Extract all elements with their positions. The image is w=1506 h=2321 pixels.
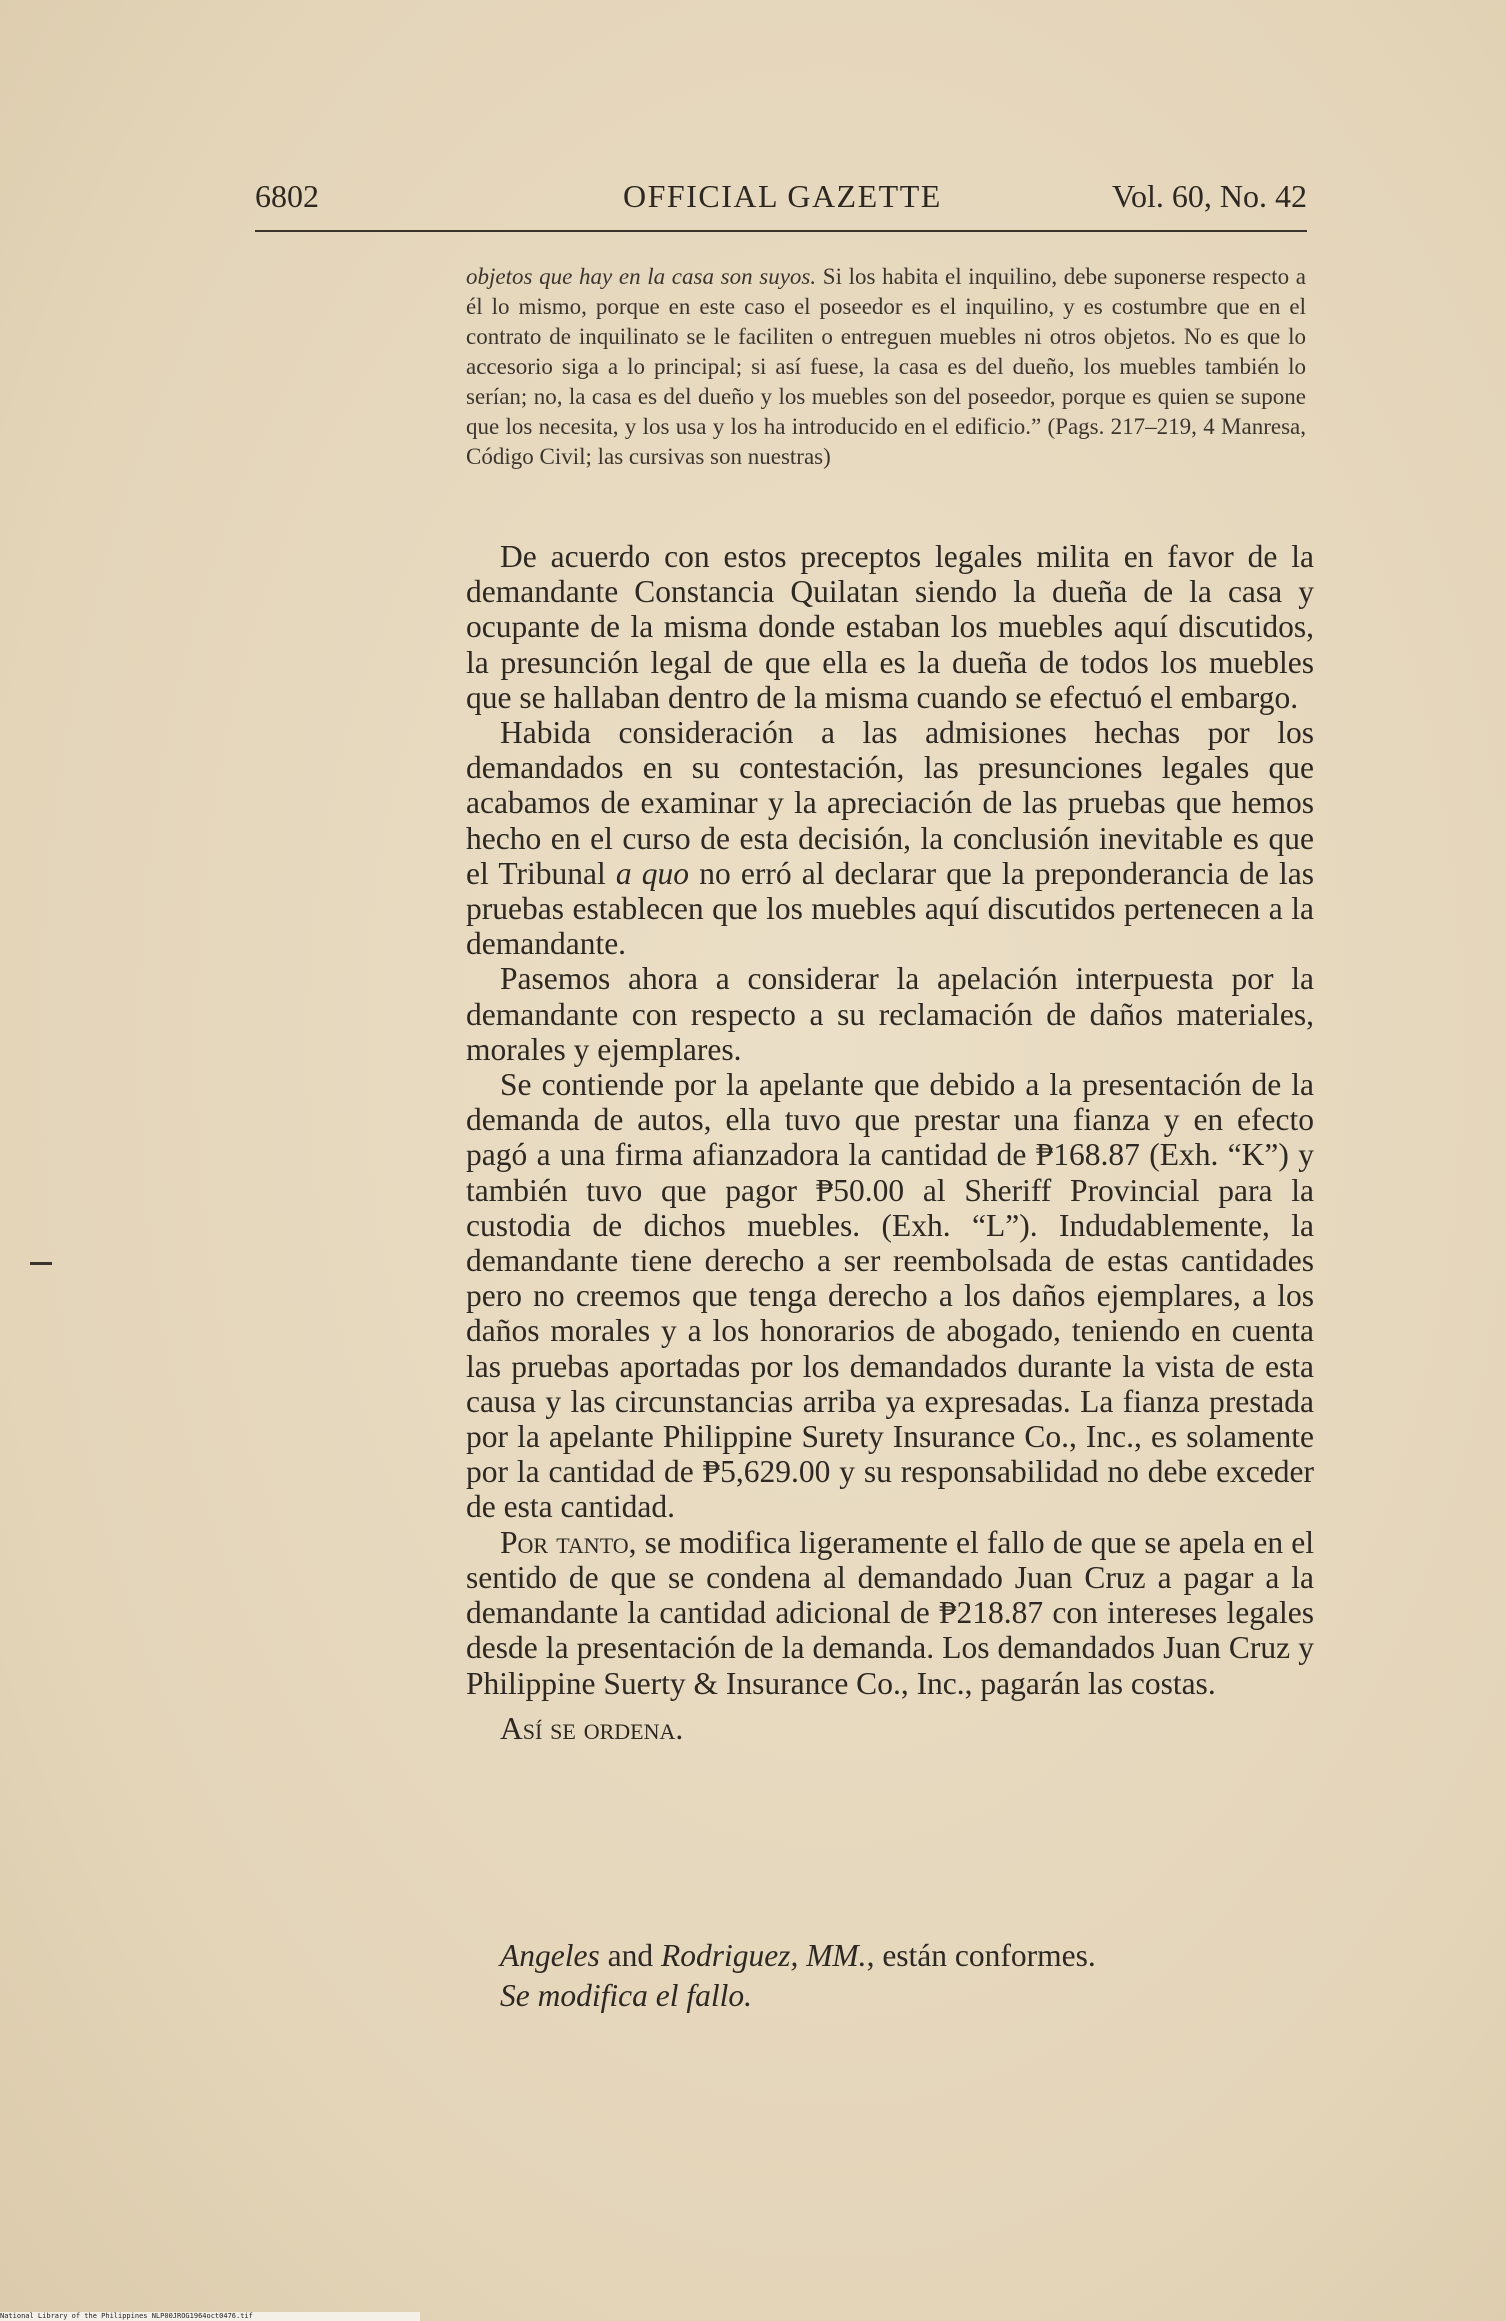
disposition-text: Se modifica el fallo. [500,1978,752,2013]
opinion-body [466,539,1314,1746]
paragraph-3: Pasemos ahora a considerar la apelación interpuesta por la demandante con respecto a su reclamación de daños materiales, morales y ejemplares. [466,961,1314,1067]
quoted-passage [466,262,1306,472]
judge-rodriguez: Rodriguez, MM. [660,1938,867,1973]
disposition [500,1978,1300,2014]
page-number: 6802 [255,178,319,214]
judge-angeles: Angeles [500,1938,600,1973]
a-quo-italic: a quo [615,855,690,891]
paragraph-5-text: se modifica ligeramente el fallo de que se apela en el sentido de que se condena al demandado Juan Cruz a pagar a la demandante la cantidad adicional de ₱218.87 con intereses legales desde la presentación de la demanda. Los demandados Juan Cruz y Philippine Suerty & Insurance Co., Inc., pagarán las costas. [466,1524,1315,1701]
paragraph-2-text-a: Habida consideración a las admisiones hechas por los demandados en su contestación, las presunciones legales que acabamos de examinar y la apreciación de las pruebas que hemos hecho en el curso de esta decisión, la conclusión inevitable es que el Tribunal [466,715,1314,891]
page-header [255,178,1307,222]
concurrence-line [500,1938,1300,1974]
paragraph-2-text-b: no erró al declarar que la preponderancia de las pruebas establecen que los muebles aquí discutidos pertenecen a la demandante. [466,855,1314,962]
so-ordered: Así se ordena. [500,1710,684,1746]
margin-mark [30,1262,52,1265]
paragraph-4: Se contiende por la apelante que debido a la presentación de la demanda de autos, ella tuvo que prestar una fianza y en efecto pagó a una firma afianzadora la cantidad de ₱168.87 (Exh. “K”) y también tuvo que pagor ₱50.00 al Sheriff Provincial para la custodia de dichos muebles. (Exh. “L”). Indudablemente, la demandante tiene derecho a ser reembolsada de estas cantidades pero no creemos que tenga derecho a los daños ejemplares, a los daños morales y a los honorarios de abogado, teniendo en cuenta las pruebas aportadas por los demandados durante la vista de esta causa y las circunstancias arriba ya expresadas. La fianza prestada por la apelante Philippine Surety Insurance Co., Inc., es solamente por la cantidad de ₱5,629.00 y su responsabilidad no debe exceder de esta cantidad. [466,1067,1314,1525]
volume-number: Vol. 60, No. 42 [1112,178,1307,214]
paragraph-2 [466,715,1314,961]
paragraph-1: De acuerdo con estos preceptos legales milita en favor de la demandante Constancia Quilatan siendo la dueña de la casa y ocupante de la misma donde estaban los muebles aquí discutidos, la presunción legal de que ella es la dueña de todos los muebles que se hallaban dentro de la misma cuando se efectuó el embargo. [466,539,1314,715]
paragraph-5 [466,1525,1314,1701]
quote-italic-lead: objetos que hay en la casa son suyos. [466,264,817,289]
publication-title: OFFICIAL GAZETTE [623,178,942,214]
header-rule [255,230,1307,232]
por-tanto-lead: Por tanto, [500,1524,637,1560]
scan-footer: National Library of the Philippines NLP00JROG1964oct0476.tif [0,2312,420,2321]
and-text: and [599,1938,661,1973]
concur-text: , están conformes. [866,1938,1096,1973]
quote-text: Si los habita el inquilino, debe suponerse respecto a él lo mismo, porque en este caso el poseedor es el inquilino, y es costumbre que en el contrato de inquilinato se le faciliten o entreguen muebles ni otros objetos. No es que lo accesorio siga a lo principal; si así fuese, la casa es del dueño, los muebles también lo serían; no, la casa es del dueño y los muebles son del poseedor, porque es quien se supone que los necesita, y los usa y los ha introducido en el edificio.” (Pags. 217–219, 4 Manresa, Código Civil; las cursivas son nuestras) [466,264,1306,469]
